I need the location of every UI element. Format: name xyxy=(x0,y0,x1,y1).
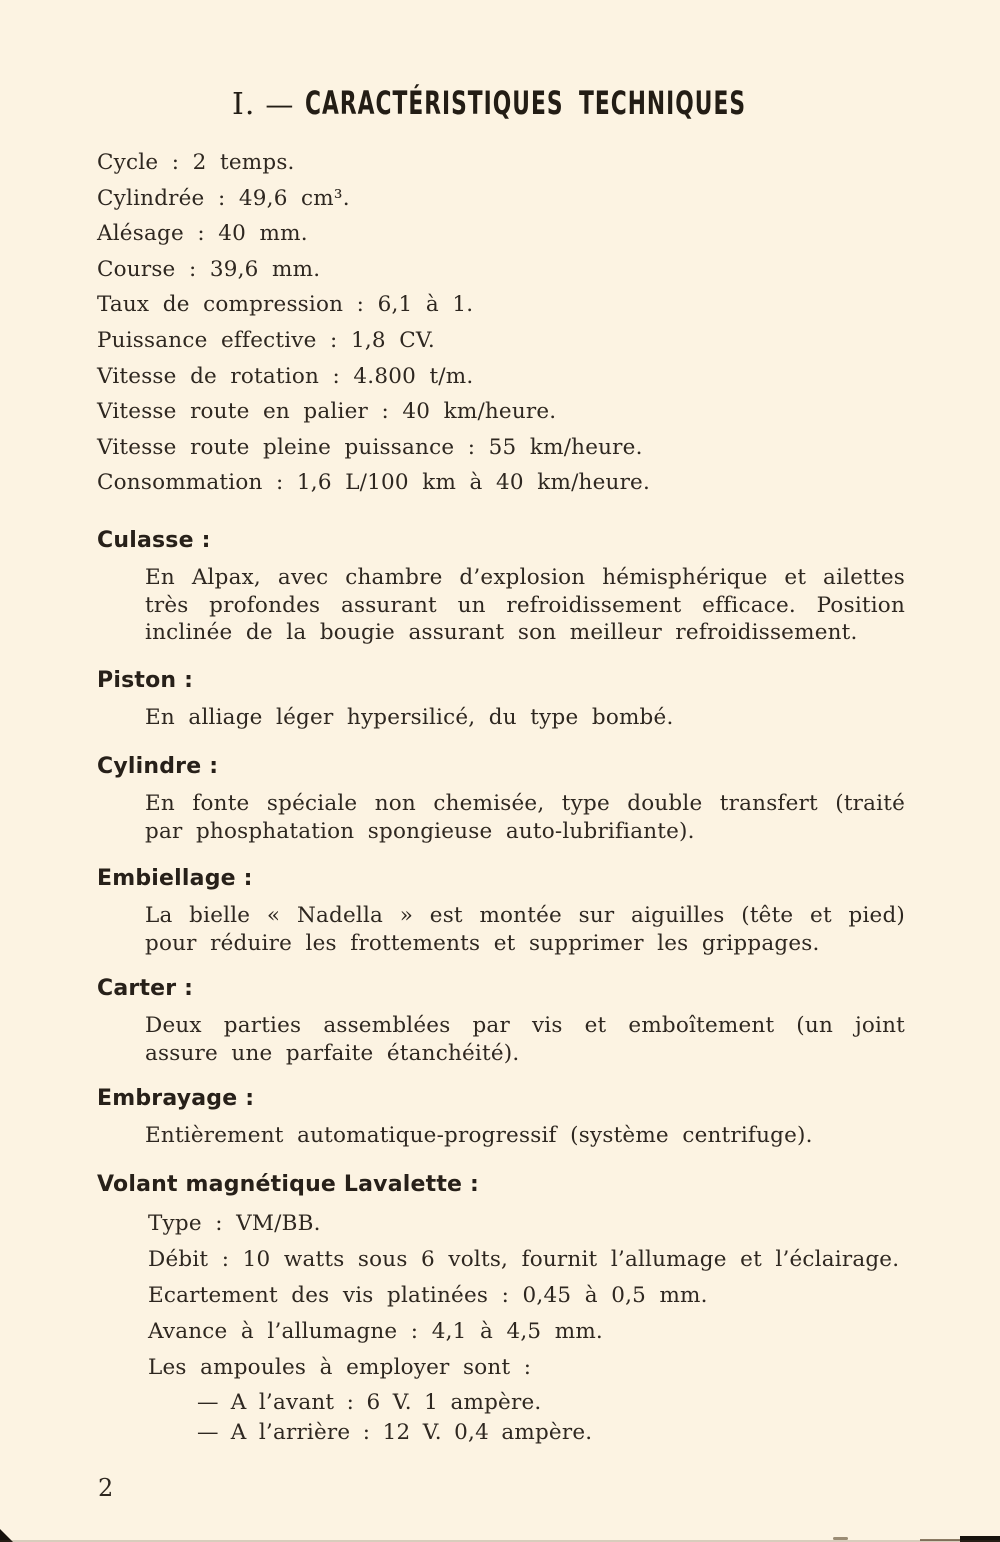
section-heading: Cylindre : xyxy=(97,754,219,779)
bullet-dash: — xyxy=(197,1390,219,1415)
section-heading: Carter : xyxy=(97,976,194,1001)
section-heading: Culasse : xyxy=(97,528,211,553)
section-paragraph: Entièrement automatique-progressif (système centrifuge). xyxy=(145,1123,813,1148)
volant-spec-lines xyxy=(148,1206,912,1386)
page-number: 2 xyxy=(98,1474,114,1502)
section-cylindre xyxy=(97,752,912,845)
volant-spec-line: Avance à l’allumagne : 4,1 à 4,5 mm. xyxy=(148,1319,603,1344)
title-numeral: I. xyxy=(232,87,256,122)
section-paragraph: En alliage léger hypersilicé, du type bombé. xyxy=(145,705,674,730)
section-heading: Embrayage : xyxy=(97,1086,255,1111)
spec-line: Cylindrée : 49,6 cm³. xyxy=(97,185,350,211)
spec-line: Consommation : 1,6 L/100 km à 40 km/heure. xyxy=(97,470,651,496)
spec-line: Taux de compression : 6,1 à 1. xyxy=(97,292,474,318)
section-culasse xyxy=(97,526,912,647)
bullet-dash: — xyxy=(197,1419,219,1445)
section-volant-magnetique xyxy=(97,1170,912,1447)
section-paragraph: Deux parties assemblées par vis et emboîtement (un joint assure une parfaite étanchéité). xyxy=(145,1013,905,1066)
spec-line: Vitesse route pleine puissance : 55 km/heure. xyxy=(97,434,643,460)
spec-line: Alésage : 40 mm. xyxy=(97,221,308,247)
spec-line: Course : 39,6 mm. xyxy=(97,256,321,282)
spec-list xyxy=(97,145,650,501)
section-heading: Embiellage : xyxy=(97,866,253,891)
section-embrayage xyxy=(97,1084,912,1150)
section-paragraph: La bielle « Nadella » est montée sur aiguilles (tête et pied) pour réduire les frottements et supprimer les grippages. xyxy=(145,903,905,956)
spec-line: Puissance effective : 1,8 CV. xyxy=(97,327,435,353)
section-heading: Piston : xyxy=(97,668,194,693)
bullet-text: A l’arrière : 12 V. 0,4 ampère. xyxy=(230,1419,593,1445)
volant-spec-line: Débit : 10 watts sous 6 volts, fournit l’allumage et l’éclairage. xyxy=(148,1247,900,1272)
bullet-item xyxy=(197,1418,912,1448)
volant-spec-line: Les ampoules à employer sont : xyxy=(148,1355,532,1380)
bullet-list xyxy=(197,1388,912,1447)
bullet-text: A l’avant : 6 V. 1 ampère. xyxy=(230,1390,542,1415)
section-embiellage xyxy=(97,864,912,957)
title-dash: — xyxy=(265,88,294,121)
spec-line: Vitesse de rotation : 4.800 t/m. xyxy=(97,363,474,389)
section-carter xyxy=(97,974,912,1067)
section-paragraph: En Alpax, avec chambre d’explosion hémisphérique et ailettes très profondes assurant un refroidissement efficace. Position inclinée de la bougie assurant son meilleur refroidissement. xyxy=(145,565,905,645)
spec-line: Cycle : 2 temps. xyxy=(97,150,295,175)
section-heading: Volant magnétique Lavalette : xyxy=(97,1172,480,1197)
volant-spec-line: Type : VM/BB. xyxy=(148,1211,321,1236)
bullet-item xyxy=(197,1388,912,1418)
title-text: CARACTÉRISTIQUES TECHNIQUES xyxy=(305,84,747,122)
section-paragraph: En fonte spéciale non chemisée, type double transfert (traité par phosphatation spongieuse auto-lubrifiante). xyxy=(145,791,905,844)
volant-spec-line: Ecartement des vis platinées : 0,45 à 0,5 mm. xyxy=(148,1283,708,1308)
section-piston xyxy=(97,666,912,732)
page-title xyxy=(232,84,954,122)
spec-line: Vitesse route en palier : 40 km/heure. xyxy=(97,399,557,425)
